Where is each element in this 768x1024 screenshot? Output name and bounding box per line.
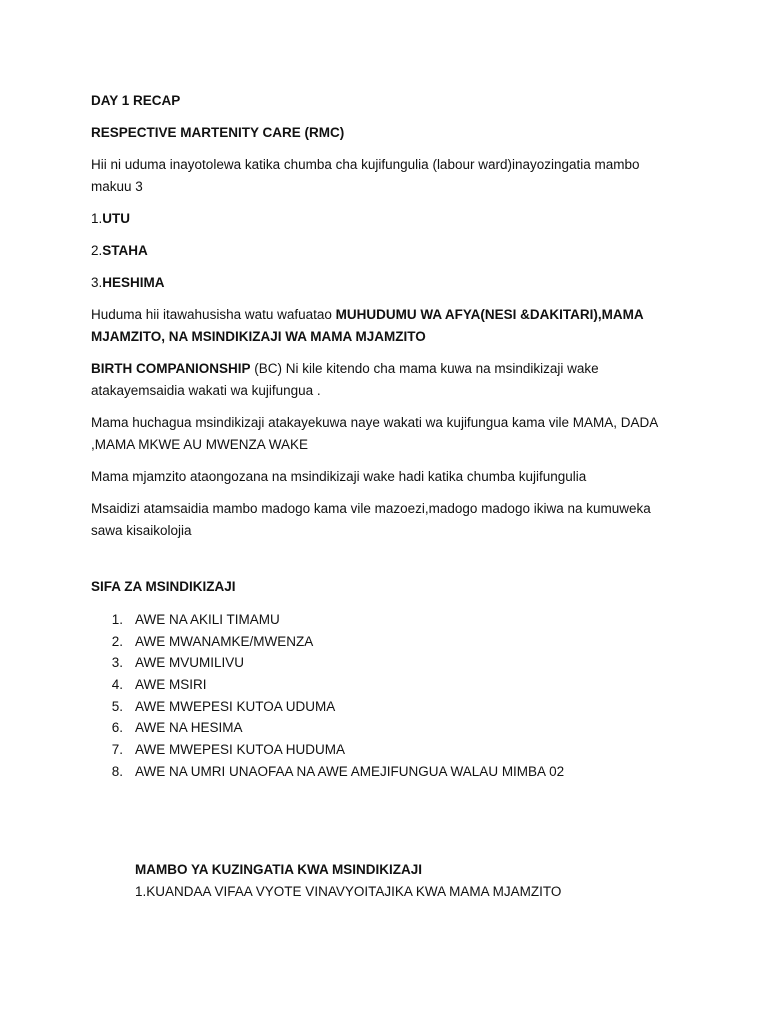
list-number: 7. [111,742,123,758]
list-text: AWE MWANAMKE/MWENZA [135,633,314,649]
list-text: AWE MSIRI [135,677,207,693]
principle-number: 1. [91,211,103,226]
list-number: 5. [111,698,123,714]
mambo-heading: MAMBO YA KUZINGATIA KWA MSINDIKIZAJI [135,861,423,877]
list-number: 3. [111,655,123,671]
list-item [91,609,681,631]
list-text: AWE NA HESIMA [135,720,243,736]
document-subtitle: RESPECTIVE MARTENITY CARE (RMC) [91,125,345,140]
list-number: 2. [111,633,123,649]
list-item [91,739,681,761]
list-number: 6. [111,720,123,736]
list-item [91,696,681,718]
principle-number: 2. [91,243,103,258]
list-number: 8. [111,763,123,779]
sifa-list [91,609,681,783]
body-paragraph: Mama mjamzito ataongozana na msindikizaji wake hadi katika chumba kujifungulia [91,469,587,484]
list-item [91,631,681,653]
sifa-heading: SIFA ZA MSINDIKIZAJI [91,579,236,594]
list-text: AWE NA UMRI UNAOFAA NA AWE AMEJIFUNGUA WALAU MIMBA 02 [135,763,565,779]
list-item [91,674,681,696]
mambo-item: 1.KUANDAA VIFAA VYOTE VINAVYOITAJIKA KWA MAMA MJAMZITO [135,883,562,899]
principle-item [91,208,681,230]
principle-item [91,272,681,294]
birth-companionship-term: BIRTH COMPANIONSHIP [91,361,251,376]
principle-number: 3. [91,275,103,290]
list-item [91,717,681,739]
list-text: AWE MWEPESI KUTOA HUDUMA [135,742,346,758]
list-text: AWE MWEPESI KUTOA UDUMA [135,698,336,714]
principle-label: HESHIMA [102,275,165,290]
document-page [91,90,681,903]
intro-paragraph: Hii ni uduma inayotolewa katika chumba cha kujifungulia (labour ward)inayozingatia mambo makuu 3 [91,157,640,194]
beneficiaries-paragraph [91,304,681,348]
list-item [91,652,681,674]
beneficiaries-emphasis: MUHUDUMU WA AFYA(NESI &DAKITARI),MAMA MJAMZITO, NA MSINDIKIZAJI WA MAMA MJAMZITO [91,307,644,344]
birth-companionship-paragraph [91,358,681,402]
principle-item [91,240,681,262]
principle-label: STAHA [102,243,148,258]
principle-label: UTU [102,211,131,226]
list-number: 4. [111,677,123,693]
list-text: AWE MVUMILIVU [135,655,245,671]
beneficiaries-lead: Huduma hii itawahusisha watu wafuatao [91,307,336,322]
list-item [91,761,681,783]
body-paragraph: Mama huchagua msindikizaji atakayekuwa naye wakati wa kujifungua kama vile MAMA, DADA ,MAMA MKWE AU MWENZA WAKE [91,415,658,452]
birth-companionship-definition: (BC) Ni kile kitendo cha mama kuwa na msindikizaji wake atakayemsaidia wakati wa kujifungua . [91,361,599,398]
document-title: DAY 1 RECAP [91,93,181,108]
list-text: AWE NA AKILI TIMAMU [135,612,280,627]
list-number: 1. [111,612,123,627]
body-paragraph: Msaidizi atamsaidia mambo madogo kama vile mazoezi,madogo madogo ikiwa na kumuweka sawa kisaikolojia [91,501,651,538]
